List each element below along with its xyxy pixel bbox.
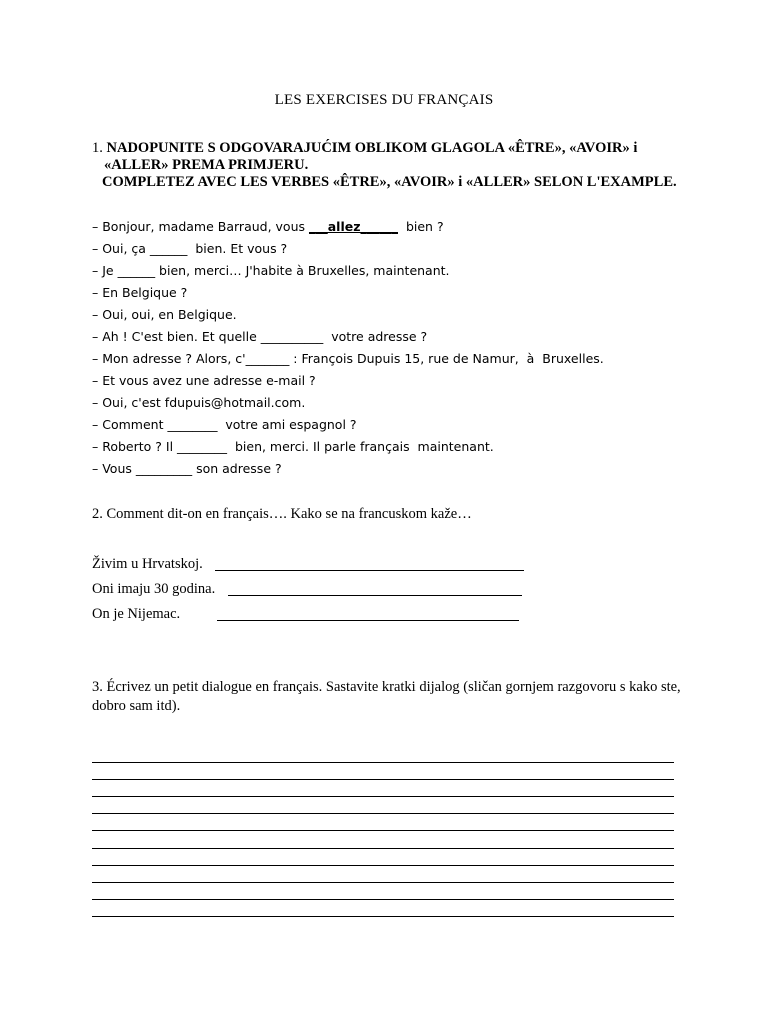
exercise-1-instruction-line-1: NADOPUNITE S ODGOVARAJUĆIM OBLIKOM GLAGOLA «ÊTRE», «AVOIR» i	[106, 140, 638, 156]
exercise-1-instructions	[92, 140, 692, 191]
writing-line[interactable]	[92, 865, 674, 866]
dialogue-line: – Oui, oui, en Belgique.	[92, 307, 237, 322]
writing-line[interactable]	[92, 848, 674, 849]
writing-line[interactable]	[92, 882, 674, 883]
translation-item	[92, 604, 552, 624]
dialogue-line: – Ah ! C'est bien. Et quelle __________ votre adresse ?	[92, 329, 428, 344]
translation-item	[92, 579, 552, 599]
translation-sentence: Oni imaju 30 godina.	[92, 581, 216, 597]
exercise-1-instruction-line-3: COMPLETEZ AVEC LES VERBES «ÊTRE», «AVOIR» i «ALLER» SELON L'EXAMPLE.	[102, 174, 677, 190]
writing-line[interactable]	[92, 899, 674, 900]
dialogue-line: – Et vous avez une adresse e-mail ?	[92, 373, 316, 388]
example-answer: ___allez______	[308, 219, 398, 234]
dialogue-line: – Oui, c'est fdupuis@hotmail.com.	[92, 395, 306, 410]
dialogue-line: – Vous _________ son adresse ?	[92, 461, 282, 476]
answer-line[interactable]	[217, 620, 519, 621]
answer-line[interactable]	[228, 595, 522, 596]
worksheet-title: LES EXERCISES DU FRANÇAIS	[274, 92, 494, 108]
dialogue-line: – Bonjour, madame Barraud, vous ___allez______ bien ?	[92, 219, 444, 234]
writing-line[interactable]	[92, 813, 674, 814]
exercise-2-heading: 2. Comment dit-on en français…. Kako se na francuskom kaže…	[92, 506, 472, 522]
dialogue-line: – Je ______ bien, merci… J'habite à Bruxelles, maintenant.	[92, 263, 450, 278]
translation-sentence: Živim u Hrvatskoj.	[92, 556, 203, 572]
writing-line[interactable]	[92, 762, 674, 763]
writing-line[interactable]	[92, 779, 674, 780]
exercise-3-heading: 3. Écrivez un petit dialogue en français. Sastavite kratki dijalog (sličan gornjem razgovoru s kako ste, dobro sam itd).	[92, 679, 681, 714]
exercise-1-dialogue	[92, 216, 692, 480]
dialogue-line: – Mon adresse ? Alors, c'_______ : François Dupuis 15, rue de Namur, à Bruxelles.	[92, 351, 604, 366]
exercise-1-instruction-line-2: «ALLER» PREMA PRIMJERU.	[104, 157, 309, 173]
translation-sentence: On je Nijemac.	[92, 606, 181, 622]
dialogue-line: – Oui, ça ______ bien. Et vous ?	[92, 241, 288, 256]
exercise-1-number: 1.	[92, 140, 103, 156]
writing-line[interactable]	[92, 916, 674, 917]
translation-item	[92, 554, 552, 574]
dialogue-line: – En Belgique ?	[92, 285, 188, 300]
writing-line[interactable]	[92, 830, 674, 831]
answer-line[interactable]	[215, 570, 524, 571]
dialogue-line: – Comment ________ votre ami espagnol ?	[92, 417, 357, 432]
writing-line[interactable]	[92, 796, 674, 797]
dialogue-line: – Roberto ? Il ________ bien, merci. Il parle français maintenant.	[92, 439, 494, 454]
